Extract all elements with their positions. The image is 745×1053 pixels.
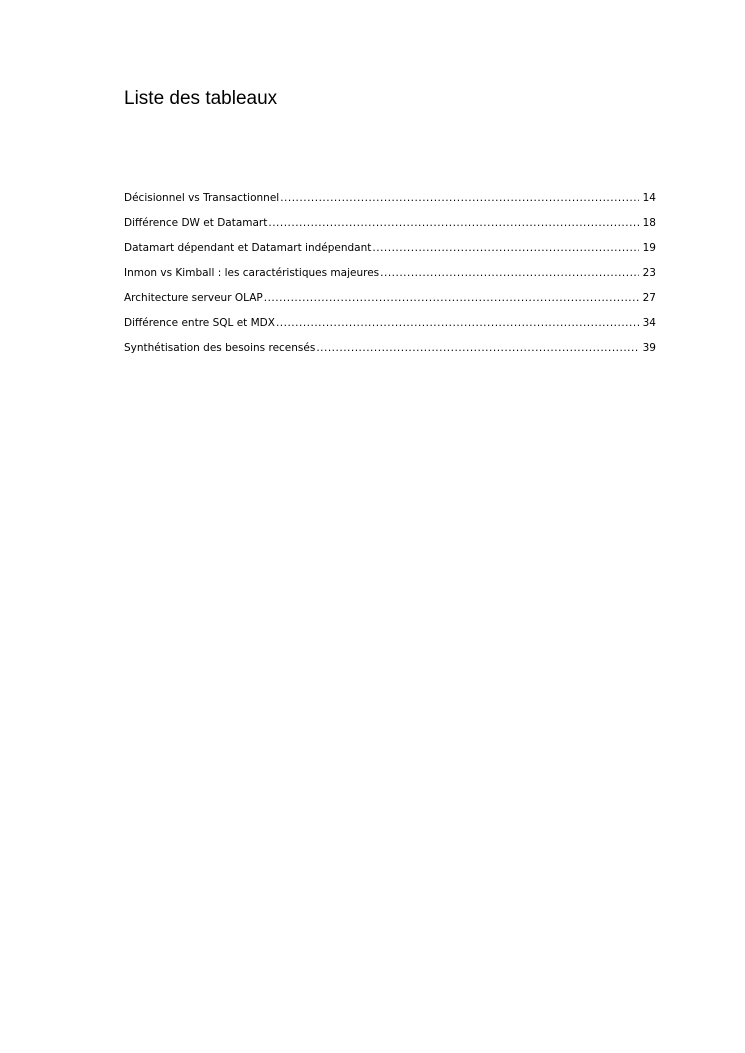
- toc-entry-page: 19: [642, 242, 656, 254]
- toc-entry-label: Architecture serveur OLAP: [124, 292, 263, 304]
- dot-leader: [372, 238, 638, 258]
- toc-entry[interactable]: [124, 338, 656, 363]
- table-list: [124, 188, 656, 363]
- toc-entry-label: Inmon vs Kimball : les caractéristiques majeures: [124, 267, 380, 279]
- toc-entry-label: Décisionnel vs Transactionnel: [124, 192, 280, 204]
- toc-entry-label: Datamart dépendant et Datamart indépendant: [124, 242, 372, 254]
- page-title: Liste des tableaux: [124, 88, 278, 109]
- toc-entry[interactable]: [124, 188, 656, 213]
- dot-leader: [380, 263, 638, 283]
- toc-entry-label: Synthétisation des besoins recensés: [124, 342, 316, 354]
- dot-leader: [268, 213, 638, 233]
- toc-entry-page: 27: [642, 292, 656, 304]
- toc-entry-page: 23: [642, 267, 656, 279]
- toc-entry[interactable]: [124, 313, 656, 338]
- toc-entry-label: Différence DW et Datamart: [124, 217, 268, 229]
- dot-leader: [280, 188, 638, 208]
- toc-entry-page: 34: [642, 317, 656, 329]
- dot-leader: [276, 313, 639, 333]
- toc-entry-label: Différence entre SQL et MDX: [124, 317, 275, 329]
- toc-entry[interactable]: [124, 288, 656, 313]
- toc-entry[interactable]: [124, 238, 656, 263]
- toc-entry-page: 18: [642, 217, 656, 229]
- dot-leader: [264, 288, 639, 308]
- dot-leader: [316, 338, 638, 358]
- toc-entry[interactable]: [124, 263, 656, 288]
- toc-entry-page: 39: [642, 342, 656, 354]
- toc-entry[interactable]: [124, 213, 656, 238]
- toc-entry-page: 14: [642, 192, 656, 204]
